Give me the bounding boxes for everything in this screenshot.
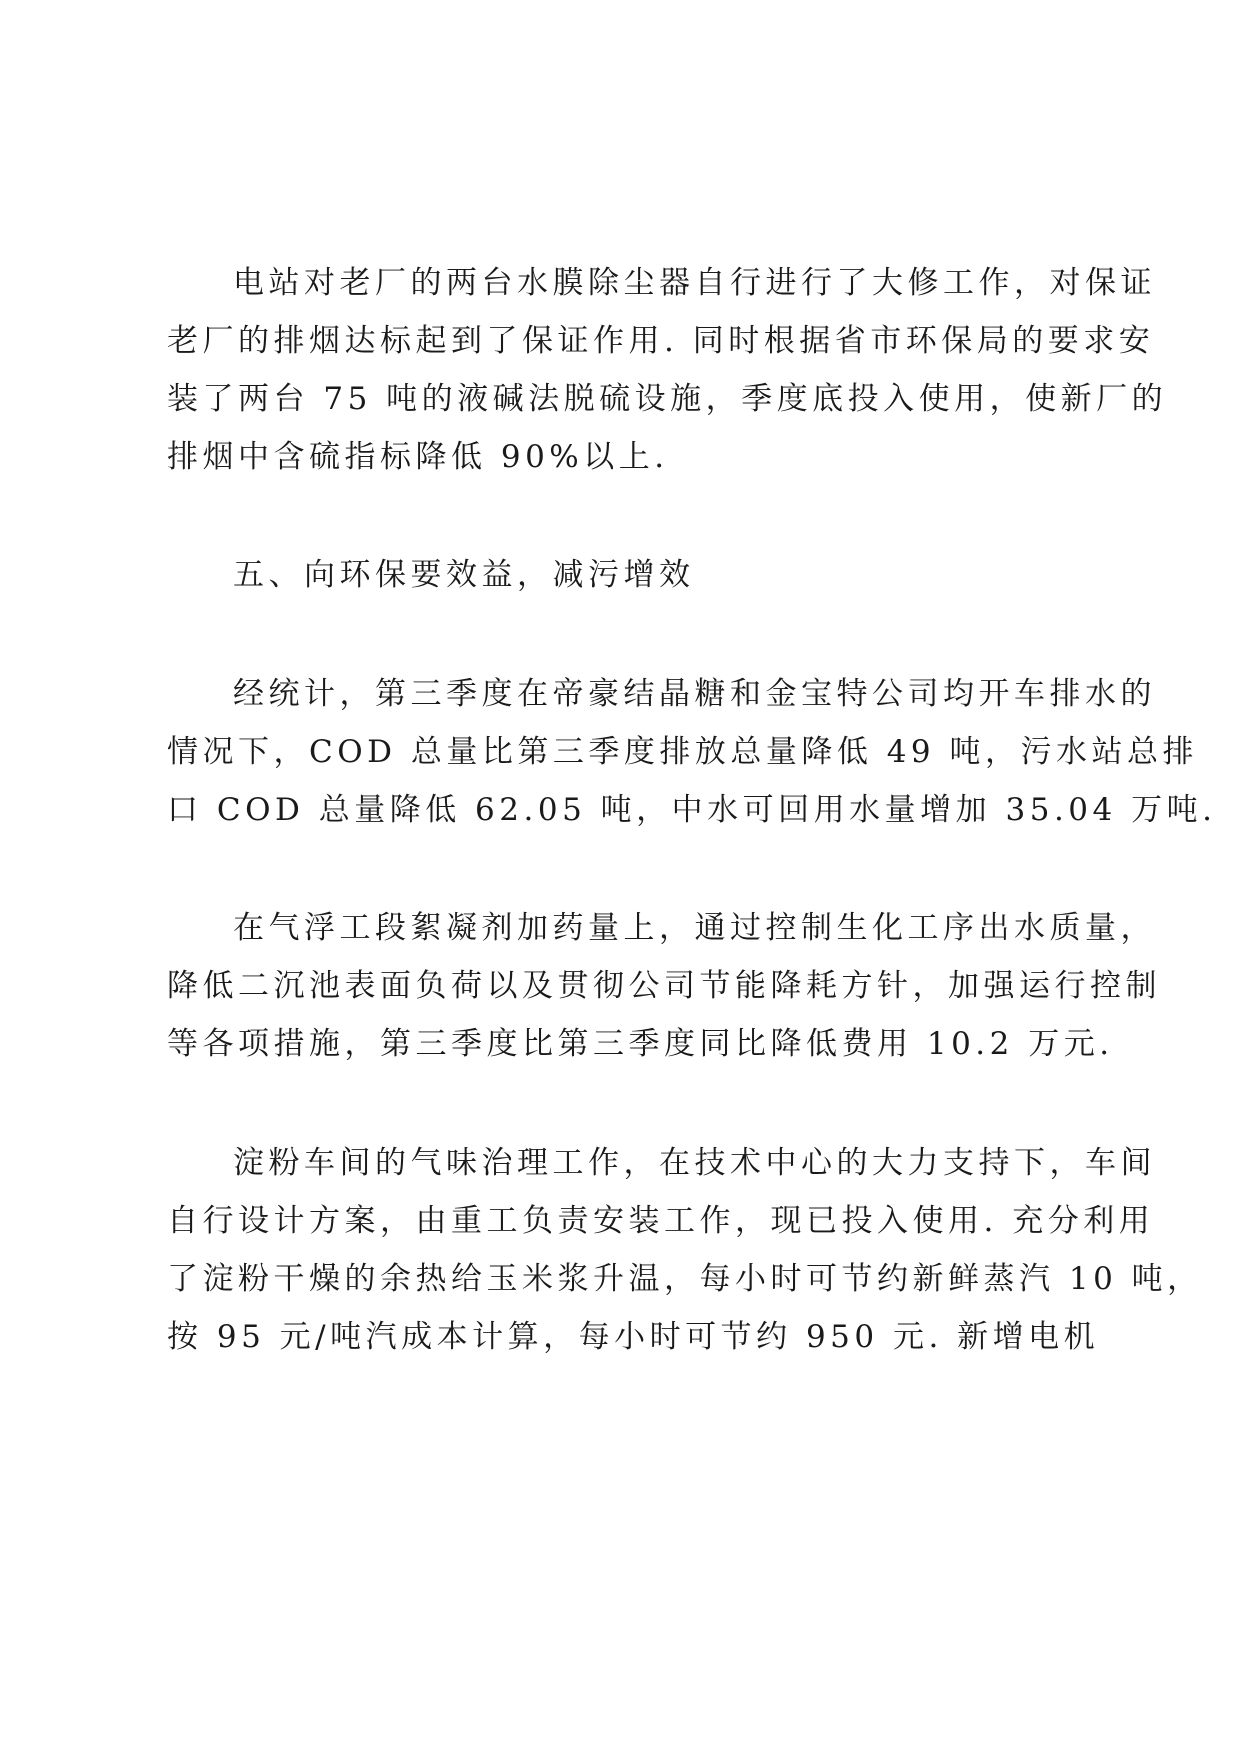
paragraph-5-line-4: 按 95 元/吨汽成本计算，每小时可节约 950 元. 新增电机 (167, 1319, 1100, 1355)
paragraph-3-line-3: 口 COD 总量降低 62.05 吨，中水可回用水量增加 35.04 万吨. (167, 792, 1217, 828)
paragraph-5-line-1: 淀粉车间的气味治理工作，在技术中心的大力支持下，车间 (233, 1145, 1156, 1181)
paragraph-5-line-3: 了淀粉干燥的余热给玉米浆升温，每小时可节约新鲜蒸汽 10 吨， (167, 1261, 1203, 1297)
paragraph-5-line-2: 自行设计方案，由重工负责安装工作，现已投入使用. 充分利用 (167, 1203, 1155, 1239)
paragraph-1-line-3: 装了两台 75 吨的液碱法脱硫设施，季度底投入使用，使新厂的 (167, 381, 1168, 417)
paragraph-3-line-2: 情况下，COD 总量比第三季度排放总量降低 49 吨，污水站总排 (167, 734, 1198, 770)
paragraph-4-line-2: 降低二沉池表面负荷以及贯彻公司节能降耗方针，加强运行控制 (167, 968, 1161, 1004)
paragraph-1-line-4: 排烟中含硫指标降低 90%以上. (167, 439, 669, 475)
paragraph-1-line-2: 老厂的排烟达标起到了保证作用. 同时根据省市环保局的要求安 (167, 323, 1155, 359)
section-heading: 五、向环保要效益，减污增效 (233, 557, 695, 593)
paragraph-1-line-1: 电站对老厂的两台水膜除尘器自行进行了大修工作，对保证 (233, 265, 1156, 301)
paragraph-4-line-3: 等各项措施，第三季度比第三季度同比降低费用 10.2 万元. (167, 1026, 1114, 1062)
paragraph-4-line-1: 在气浮工段絮凝剂加药量上，通过控制生化工序出水质量， (233, 910, 1156, 946)
paragraph-3-line-1: 经统计，第三季度在帝豪结晶糖和金宝特公司均开车排水的 (233, 676, 1156, 712)
